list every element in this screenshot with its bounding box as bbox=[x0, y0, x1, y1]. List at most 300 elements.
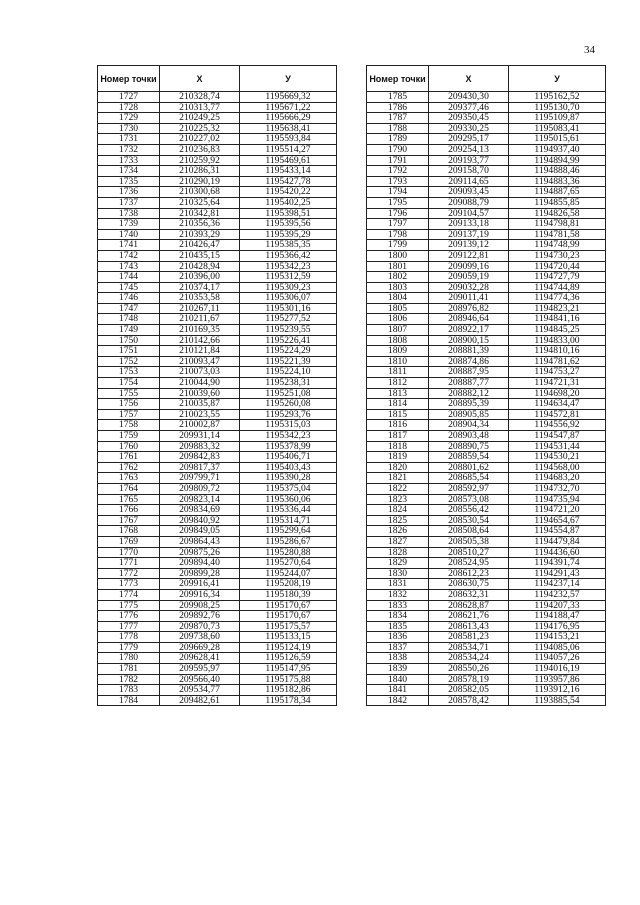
point-number-cell: 1820 bbox=[367, 462, 429, 473]
y-coordinate-cell: 1193885,54 bbox=[509, 695, 606, 706]
y-coordinate-cell: 1194937,40 bbox=[509, 144, 606, 155]
y-coordinate-cell: 1194479,84 bbox=[509, 536, 606, 547]
table-row bbox=[98, 272, 337, 283]
x-coordinate-cell: 209534,77 bbox=[160, 685, 240, 696]
point-number-cell: 1834 bbox=[367, 611, 429, 622]
point-number-cell: 1827 bbox=[367, 536, 429, 547]
table-row bbox=[367, 261, 606, 272]
y-coordinate-cell: 1194291,43 bbox=[509, 568, 606, 579]
x-coordinate-cell: 210236,83 bbox=[160, 144, 240, 155]
x-coordinate-cell: 210428,94 bbox=[160, 261, 240, 272]
table-row bbox=[98, 219, 337, 230]
y-coordinate-cell: 1195251,08 bbox=[240, 388, 337, 399]
x-coordinate-cell: 210313,77 bbox=[160, 102, 240, 113]
x-coordinate-cell: 208510,27 bbox=[429, 547, 509, 558]
point-number-cell: 1765 bbox=[98, 494, 160, 505]
y-coordinate-cell: 1194153,21 bbox=[509, 632, 606, 643]
x-coordinate-cell: 210435,15 bbox=[160, 250, 240, 261]
y-coordinate-cell: 1195178,34 bbox=[240, 695, 337, 706]
x-coordinate-cell: 208582,05 bbox=[429, 685, 509, 696]
x-coordinate-cell: 209114,65 bbox=[429, 176, 509, 187]
table-row bbox=[367, 494, 606, 505]
point-number-cell: 1734 bbox=[98, 166, 160, 177]
y-coordinate-cell: 1195277,52 bbox=[240, 314, 337, 325]
y-coordinate-cell: 1195270,64 bbox=[240, 558, 337, 569]
table-header-row bbox=[367, 66, 606, 92]
header-x: Х bbox=[429, 66, 509, 92]
x-coordinate-cell: 208508,64 bbox=[429, 526, 509, 537]
x-coordinate-cell: 208592,97 bbox=[429, 483, 509, 494]
table-row bbox=[98, 155, 337, 166]
x-coordinate-cell: 209864,43 bbox=[160, 536, 240, 547]
table-header-row bbox=[98, 66, 337, 92]
table-row bbox=[367, 219, 606, 230]
table-row bbox=[367, 144, 606, 155]
point-number-cell: 1763 bbox=[98, 473, 160, 484]
y-coordinate-cell: 1194781,62 bbox=[509, 356, 606, 367]
table-row bbox=[98, 282, 337, 293]
table-row bbox=[98, 632, 337, 643]
table-row bbox=[367, 558, 606, 569]
table-row bbox=[98, 346, 337, 357]
y-coordinate-cell: 1194732,70 bbox=[509, 483, 606, 494]
point-number-cell: 1810 bbox=[367, 356, 429, 367]
point-number-cell: 1761 bbox=[98, 452, 160, 463]
x-coordinate-cell: 209875,26 bbox=[160, 547, 240, 558]
point-number-cell: 1816 bbox=[367, 420, 429, 431]
point-number-cell: 1800 bbox=[367, 250, 429, 261]
x-coordinate-cell: 209595,97 bbox=[160, 664, 240, 675]
x-coordinate-cell: 210356,36 bbox=[160, 219, 240, 230]
point-number-cell: 1740 bbox=[98, 229, 160, 240]
y-coordinate-cell: 1194894,99 bbox=[509, 155, 606, 166]
point-number-cell: 1793 bbox=[367, 176, 429, 187]
point-number-cell: 1744 bbox=[98, 272, 160, 283]
table-row bbox=[367, 335, 606, 346]
table-row bbox=[367, 653, 606, 664]
y-coordinate-cell: 1194887,65 bbox=[509, 187, 606, 198]
y-coordinate-cell: 1195378,99 bbox=[240, 441, 337, 452]
point-number-cell: 1812 bbox=[367, 378, 429, 389]
table-row bbox=[367, 272, 606, 283]
point-number-cell: 1787 bbox=[367, 113, 429, 124]
x-coordinate-cell: 208887,95 bbox=[429, 367, 509, 378]
y-coordinate-cell: 1194057,26 bbox=[509, 653, 606, 664]
table-row bbox=[98, 388, 337, 399]
y-coordinate-cell: 1194833,00 bbox=[509, 335, 606, 346]
header-y: У bbox=[509, 66, 606, 92]
table-row bbox=[98, 505, 337, 516]
y-coordinate-cell: 1195162,52 bbox=[509, 92, 606, 103]
x-coordinate-cell: 210002,87 bbox=[160, 420, 240, 431]
x-coordinate-cell: 210426,47 bbox=[160, 240, 240, 251]
y-coordinate-cell: 1194556,92 bbox=[509, 420, 606, 431]
x-coordinate-cell: 208900,15 bbox=[429, 335, 509, 346]
table-row bbox=[98, 685, 337, 696]
table-row bbox=[367, 293, 606, 304]
point-number-cell: 1791 bbox=[367, 155, 429, 166]
header-point-number: Номер точки bbox=[98, 66, 160, 92]
point-number-cell: 1771 bbox=[98, 558, 160, 569]
point-number-cell: 1837 bbox=[367, 642, 429, 653]
coordinates-table-left bbox=[97, 65, 337, 706]
point-number-cell: 1802 bbox=[367, 272, 429, 283]
table-row bbox=[367, 611, 606, 622]
x-coordinate-cell: 210093,47 bbox=[160, 356, 240, 367]
y-coordinate-cell: 1195221,39 bbox=[240, 356, 337, 367]
x-coordinate-cell: 210044,90 bbox=[160, 378, 240, 389]
x-coordinate-cell: 208904,34 bbox=[429, 420, 509, 431]
y-coordinate-cell: 1194845,25 bbox=[509, 325, 606, 336]
table-row bbox=[367, 250, 606, 261]
table-row bbox=[367, 176, 606, 187]
y-coordinate-cell: 1194721,20 bbox=[509, 505, 606, 516]
y-coordinate-cell: 1194855,85 bbox=[509, 197, 606, 208]
x-coordinate-cell: 210169,35 bbox=[160, 325, 240, 336]
y-coordinate-cell: 1195180,39 bbox=[240, 589, 337, 600]
x-coordinate-cell: 208895,39 bbox=[429, 399, 509, 410]
y-coordinate-cell: 1195126,59 bbox=[240, 653, 337, 664]
y-coordinate-cell: 1194883,36 bbox=[509, 176, 606, 187]
y-coordinate-cell: 1194207,33 bbox=[509, 600, 606, 611]
y-coordinate-cell: 1195666,29 bbox=[240, 113, 337, 124]
x-coordinate-cell: 210211,67 bbox=[160, 314, 240, 325]
x-coordinate-cell: 208581,23 bbox=[429, 632, 509, 643]
y-coordinate-cell: 1194531,44 bbox=[509, 441, 606, 452]
y-coordinate-cell: 1195395,29 bbox=[240, 229, 337, 240]
y-coordinate-cell: 1195638,41 bbox=[240, 123, 337, 134]
y-coordinate-cell: 1195398,51 bbox=[240, 208, 337, 219]
x-coordinate-cell: 208882,12 bbox=[429, 388, 509, 399]
point-number-cell: 1813 bbox=[367, 388, 429, 399]
x-coordinate-cell: 209482,61 bbox=[160, 695, 240, 706]
point-number-cell: 1729 bbox=[98, 113, 160, 124]
x-coordinate-cell: 209093,45 bbox=[429, 187, 509, 198]
y-coordinate-cell: 1195015,61 bbox=[509, 134, 606, 145]
x-coordinate-cell: 210286,31 bbox=[160, 166, 240, 177]
y-coordinate-cell: 1194085,06 bbox=[509, 642, 606, 653]
table-row bbox=[367, 367, 606, 378]
point-number-cell: 1777 bbox=[98, 621, 160, 632]
point-number-cell: 1773 bbox=[98, 579, 160, 590]
point-number-cell: 1839 bbox=[367, 664, 429, 675]
table-body-right bbox=[367, 92, 606, 706]
y-coordinate-cell: 1195366,42 bbox=[240, 250, 337, 261]
page-number: 34 bbox=[584, 44, 595, 56]
y-coordinate-cell: 1194698,20 bbox=[509, 388, 606, 399]
y-coordinate-cell: 1194232,57 bbox=[509, 589, 606, 600]
table-row bbox=[98, 579, 337, 590]
point-number-cell: 1836 bbox=[367, 632, 429, 643]
point-number-cell: 1822 bbox=[367, 483, 429, 494]
table-row bbox=[367, 282, 606, 293]
x-coordinate-cell: 209817,37 bbox=[160, 462, 240, 473]
point-number-cell: 1825 bbox=[367, 515, 429, 526]
header-x: Х bbox=[160, 66, 240, 92]
point-number-cell: 1797 bbox=[367, 219, 429, 230]
point-number-cell: 1781 bbox=[98, 664, 160, 675]
x-coordinate-cell: 209870,73 bbox=[160, 621, 240, 632]
table-row bbox=[367, 356, 606, 367]
table-row bbox=[98, 144, 337, 155]
point-number-cell: 1830 bbox=[367, 568, 429, 579]
y-coordinate-cell: 1195315,03 bbox=[240, 420, 337, 431]
table-row bbox=[98, 664, 337, 675]
x-coordinate-cell: 209849,05 bbox=[160, 526, 240, 537]
point-number-cell: 1758 bbox=[98, 420, 160, 431]
table-row bbox=[367, 431, 606, 442]
point-number-cell: 1775 bbox=[98, 600, 160, 611]
y-coordinate-cell: 1194748,99 bbox=[509, 240, 606, 251]
point-number-cell: 1762 bbox=[98, 462, 160, 473]
point-number-cell: 1824 bbox=[367, 505, 429, 516]
y-coordinate-cell: 1194572,81 bbox=[509, 409, 606, 420]
x-coordinate-cell: 209799,71 bbox=[160, 473, 240, 484]
table-row bbox=[98, 526, 337, 537]
table-row bbox=[367, 420, 606, 431]
y-coordinate-cell: 1195224,29 bbox=[240, 346, 337, 357]
table-row bbox=[367, 568, 606, 579]
table-row bbox=[367, 536, 606, 547]
x-coordinate-cell: 209133,18 bbox=[429, 219, 509, 230]
x-coordinate-cell: 208890,75 bbox=[429, 441, 509, 452]
y-coordinate-cell: 1194823,21 bbox=[509, 303, 606, 314]
table-row bbox=[98, 113, 337, 124]
table-row bbox=[367, 505, 606, 516]
point-number-cell: 1823 bbox=[367, 494, 429, 505]
point-number-cell: 1789 bbox=[367, 134, 429, 145]
y-coordinate-cell: 1194810,16 bbox=[509, 346, 606, 357]
table-row bbox=[367, 388, 606, 399]
y-coordinate-cell: 1195182,86 bbox=[240, 685, 337, 696]
table-row bbox=[367, 473, 606, 484]
point-number-cell: 1754 bbox=[98, 378, 160, 389]
x-coordinate-cell: 208613,43 bbox=[429, 621, 509, 632]
x-coordinate-cell: 209430,30 bbox=[429, 92, 509, 103]
y-coordinate-cell: 1195299,64 bbox=[240, 526, 337, 537]
y-coordinate-cell: 1195395,56 bbox=[240, 219, 337, 230]
y-coordinate-cell: 1194568,00 bbox=[509, 462, 606, 473]
point-number-cell: 1764 bbox=[98, 483, 160, 494]
table-row bbox=[98, 240, 337, 251]
point-number-cell: 1805 bbox=[367, 303, 429, 314]
table-row bbox=[98, 303, 337, 314]
y-coordinate-cell: 1195403,43 bbox=[240, 462, 337, 473]
x-coordinate-cell: 209088,79 bbox=[429, 197, 509, 208]
y-coordinate-cell: 1194237,14 bbox=[509, 579, 606, 590]
y-coordinate-cell: 1194016,19 bbox=[509, 664, 606, 675]
x-coordinate-cell: 210259,92 bbox=[160, 155, 240, 166]
table-row bbox=[98, 208, 337, 219]
table-row bbox=[98, 250, 337, 261]
table-row bbox=[367, 399, 606, 410]
x-coordinate-cell: 210342,81 bbox=[160, 208, 240, 219]
point-number-cell: 1732 bbox=[98, 144, 160, 155]
point-number-cell: 1831 bbox=[367, 579, 429, 590]
y-coordinate-cell: 1195402,25 bbox=[240, 197, 337, 208]
point-number-cell: 1766 bbox=[98, 505, 160, 516]
x-coordinate-cell: 210290,19 bbox=[160, 176, 240, 187]
x-coordinate-cell: 208905,85 bbox=[429, 409, 509, 420]
table-row bbox=[98, 674, 337, 685]
x-coordinate-cell: 209104,57 bbox=[429, 208, 509, 219]
table-row bbox=[98, 92, 337, 103]
x-coordinate-cell: 209139,12 bbox=[429, 240, 509, 251]
y-coordinate-cell: 1195593,84 bbox=[240, 134, 337, 145]
y-coordinate-cell: 1194720,44 bbox=[509, 261, 606, 272]
point-number-cell: 1804 bbox=[367, 293, 429, 304]
x-coordinate-cell: 209738,60 bbox=[160, 632, 240, 643]
table-row bbox=[367, 378, 606, 389]
x-coordinate-cell: 208801,62 bbox=[429, 462, 509, 473]
y-coordinate-cell: 1195130,70 bbox=[509, 102, 606, 113]
table-row bbox=[367, 632, 606, 643]
point-number-cell: 1782 bbox=[98, 674, 160, 685]
table-row bbox=[98, 653, 337, 664]
x-coordinate-cell: 209809,72 bbox=[160, 483, 240, 494]
point-number-cell: 1838 bbox=[367, 653, 429, 664]
point-number-cell: 1778 bbox=[98, 632, 160, 643]
point-number-cell: 1760 bbox=[98, 441, 160, 452]
point-number-cell: 1799 bbox=[367, 240, 429, 251]
table-row bbox=[98, 558, 337, 569]
point-number-cell: 1788 bbox=[367, 123, 429, 134]
point-number-cell: 1794 bbox=[367, 187, 429, 198]
y-coordinate-cell: 1195239,55 bbox=[240, 325, 337, 336]
x-coordinate-cell: 209350,45 bbox=[429, 113, 509, 124]
table-row bbox=[367, 102, 606, 113]
table-row bbox=[367, 664, 606, 675]
y-coordinate-cell: 1195433,14 bbox=[240, 166, 337, 177]
x-coordinate-cell: 209295,17 bbox=[429, 134, 509, 145]
point-number-cell: 1807 bbox=[367, 325, 429, 336]
y-coordinate-cell: 1195312,59 bbox=[240, 272, 337, 283]
point-number-cell: 1753 bbox=[98, 367, 160, 378]
x-coordinate-cell: 209883,32 bbox=[160, 441, 240, 452]
point-number-cell: 1814 bbox=[367, 399, 429, 410]
y-coordinate-cell: 1195175,57 bbox=[240, 621, 337, 632]
y-coordinate-cell: 1195224,10 bbox=[240, 367, 337, 378]
y-coordinate-cell: 1194744,89 bbox=[509, 282, 606, 293]
y-coordinate-cell: 1195336,44 bbox=[240, 505, 337, 516]
table-row bbox=[367, 325, 606, 336]
point-number-cell: 1727 bbox=[98, 92, 160, 103]
y-coordinate-cell: 1195306,07 bbox=[240, 293, 337, 304]
point-number-cell: 1786 bbox=[367, 102, 429, 113]
point-number-cell: 1801 bbox=[367, 261, 429, 272]
x-coordinate-cell: 209193,77 bbox=[429, 155, 509, 166]
y-coordinate-cell: 1194774,36 bbox=[509, 293, 606, 304]
point-number-cell: 1731 bbox=[98, 134, 160, 145]
y-coordinate-cell: 1195390,28 bbox=[240, 473, 337, 484]
point-number-cell: 1806 bbox=[367, 314, 429, 325]
point-number-cell: 1779 bbox=[98, 642, 160, 653]
table-row bbox=[367, 314, 606, 325]
x-coordinate-cell: 208630,75 bbox=[429, 579, 509, 590]
x-coordinate-cell: 209566,40 bbox=[160, 674, 240, 685]
point-number-cell: 1769 bbox=[98, 536, 160, 547]
point-number-cell: 1828 bbox=[367, 547, 429, 558]
x-coordinate-cell: 209908,25 bbox=[160, 600, 240, 611]
x-coordinate-cell: 210249,25 bbox=[160, 113, 240, 124]
point-number-cell: 1815 bbox=[367, 409, 429, 420]
table-row bbox=[367, 155, 606, 166]
table-row bbox=[98, 367, 337, 378]
y-coordinate-cell: 1195238,31 bbox=[240, 378, 337, 389]
x-coordinate-cell: 209032,28 bbox=[429, 282, 509, 293]
point-number-cell: 1776 bbox=[98, 611, 160, 622]
point-number-cell: 1759 bbox=[98, 431, 160, 442]
table-row bbox=[98, 335, 337, 346]
table-row bbox=[367, 346, 606, 357]
point-number-cell: 1826 bbox=[367, 526, 429, 537]
point-number-cell: 1821 bbox=[367, 473, 429, 484]
point-number-cell: 1745 bbox=[98, 282, 160, 293]
x-coordinate-cell: 209011,41 bbox=[429, 293, 509, 304]
x-coordinate-cell: 209377,46 bbox=[429, 102, 509, 113]
y-coordinate-cell: 1194826,58 bbox=[509, 208, 606, 219]
point-number-cell: 1780 bbox=[98, 653, 160, 664]
x-coordinate-cell: 209931,14 bbox=[160, 431, 240, 442]
table-row bbox=[367, 92, 606, 103]
table-row bbox=[98, 568, 337, 579]
x-coordinate-cell: 210121,84 bbox=[160, 346, 240, 357]
table-row bbox=[98, 452, 337, 463]
x-coordinate-cell: 209840,92 bbox=[160, 515, 240, 526]
y-coordinate-cell: 1195175,88 bbox=[240, 674, 337, 685]
point-number-cell: 1829 bbox=[367, 558, 429, 569]
x-coordinate-cell: 210142,66 bbox=[160, 335, 240, 346]
point-number-cell: 1772 bbox=[98, 568, 160, 579]
x-coordinate-cell: 209669,28 bbox=[160, 642, 240, 653]
y-coordinate-cell: 1194798,81 bbox=[509, 219, 606, 230]
x-coordinate-cell: 208534,24 bbox=[429, 653, 509, 664]
y-coordinate-cell: 1195385,35 bbox=[240, 240, 337, 251]
x-coordinate-cell: 208578,42 bbox=[429, 695, 509, 706]
table-row bbox=[98, 293, 337, 304]
x-coordinate-cell: 210300,68 bbox=[160, 187, 240, 198]
point-number-cell: 1728 bbox=[98, 102, 160, 113]
x-coordinate-cell: 210393,29 bbox=[160, 229, 240, 240]
table-row bbox=[367, 303, 606, 314]
table-row bbox=[98, 695, 337, 706]
x-coordinate-cell: 209916,41 bbox=[160, 579, 240, 590]
point-number-cell: 1741 bbox=[98, 240, 160, 251]
x-coordinate-cell: 209158,70 bbox=[429, 166, 509, 177]
y-coordinate-cell: 1195420,22 bbox=[240, 187, 337, 198]
y-coordinate-cell: 1194781,58 bbox=[509, 229, 606, 240]
table-row bbox=[98, 547, 337, 558]
x-coordinate-cell: 208612,23 bbox=[429, 568, 509, 579]
table-row bbox=[98, 314, 337, 325]
point-number-cell: 1842 bbox=[367, 695, 429, 706]
y-coordinate-cell: 1194436,60 bbox=[509, 547, 606, 558]
coordinates-table-right bbox=[366, 65, 606, 706]
point-number-cell: 1818 bbox=[367, 441, 429, 452]
table-row bbox=[98, 399, 337, 410]
x-coordinate-cell: 208874,86 bbox=[429, 356, 509, 367]
point-number-cell: 1785 bbox=[367, 92, 429, 103]
table-row bbox=[98, 515, 337, 526]
table-row bbox=[367, 208, 606, 219]
point-number-cell: 1808 bbox=[367, 335, 429, 346]
x-coordinate-cell: 209892,76 bbox=[160, 611, 240, 622]
y-coordinate-cell: 1195147,95 bbox=[240, 664, 337, 675]
table-row bbox=[98, 134, 337, 145]
x-coordinate-cell: 208976,82 bbox=[429, 303, 509, 314]
point-number-cell: 1841 bbox=[367, 685, 429, 696]
point-number-cell: 1792 bbox=[367, 166, 429, 177]
